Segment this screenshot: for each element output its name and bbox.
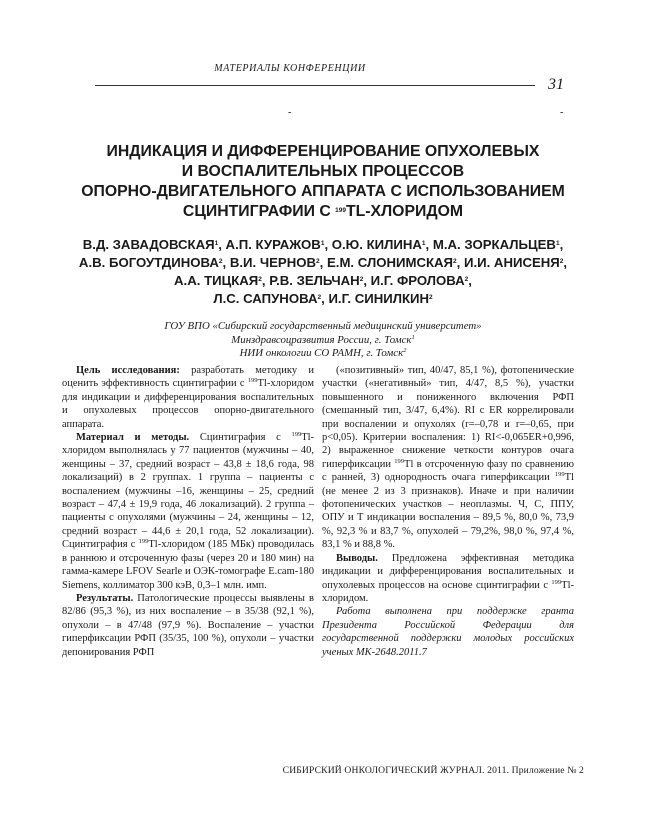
- paragraph-text: Tl-хлоридом выполнялась у 77 пациентов (мужчины – 40, женщины – 37, средний возраст – 43,8 ± 18,6 года, 98 локализаций) в 2 группах. 1 группа – пациенты с воспалением (мужчины –16, женщины – 25, средний возраст – 47,4 ± 19,9 года, 46 локализаций). 2 группа – пациенты с опухолями (мужчины – 24, женщины – 12, средний возраст – 44,6 ± 20,1 года, 52 локализации). Сцинтиграфия с: [62, 432, 315, 551]
- paragraph: [62, 592, 314, 659]
- paragraph-text: Tl-хлоридом.: [322, 579, 574, 604]
- paragraph: [62, 431, 314, 592]
- section-label: Выводы.: [336, 552, 378, 564]
- affiliation-line: [60, 334, 586, 348]
- paragraph: [322, 605, 574, 659]
- running-header: МАТЕРИАЛЫ КОНФЕРЕНЦИИ: [214, 63, 366, 74]
- author-name: И.И. АНИСЕНЯ: [463, 255, 560, 270]
- paragraph-text: Tl-хлоридом (185 МБк) проводилась в раннюю и отсроченную фазы (через 20 и 180 мин) на гамма-камере LFOV Searle и ОЭК-томографе E.cam-180 Siemens, коллиматор 300 кэВ, 0,3–1 млн. имп.: [62, 539, 314, 591]
- author-affiliation-mark: 2: [258, 276, 262, 283]
- title-line: ИНДИКАЦИЯ И ДИФФЕРЕНЦИРОВАНИЕ ОПУХОЛЕВЫХ: [106, 143, 540, 160]
- page-number: 31: [548, 76, 564, 93]
- isotope-superscript: 199: [551, 578, 562, 586]
- header-dash-right: -: [560, 107, 564, 118]
- section-label: Результаты.: [76, 592, 134, 604]
- isotope-superscript: 199: [247, 377, 258, 385]
- affiliation-mark: 2: [403, 347, 407, 354]
- author-name: М.А. ЗОРКАЛЬЦЕВ: [432, 237, 556, 252]
- author-name: Л.С. САПУНОВА: [213, 291, 318, 306]
- title-line: И ВОСПАЛИТЕЛЬНЫХ ПРОЦЕССОВ: [181, 163, 465, 180]
- text-column-right: [322, 364, 574, 659]
- author-name: О.Ю. КИЛИНА: [331, 237, 422, 252]
- header-dash-left: -: [288, 107, 292, 118]
- paragraph-text: («позитивный» тип, 40/47, 85,1 %), фотопенические участки («негативный» тип, 4/47, 8,5 %), участки повышенного и пониженного включения РФП (смешанный тип, 3/47, 6,4%). RI с ER коррелировали при воспалении и опухолях (r=–0,78 и r=–0,65, при р<0,05). Критерии воспаления: 1) RI<-0,065ER+0,996, 2) выраженное снижение четкости контуров очага гиперфиксации: [322, 365, 574, 470]
- author-affiliation-mark: 2: [359, 276, 364, 283]
- author-affiliation-mark: 2: [317, 294, 322, 301]
- title-isotope: 199: [335, 207, 346, 214]
- paragraph-text: Tl в отсроченную фазу по сравнению с ранней, 3) однородность очага гиперфиксации: [322, 458, 574, 484]
- paragraph-text: разработать методику и оценить эффективность сцинтиграфии с: [62, 365, 314, 390]
- author-affiliation-mark: 1: [320, 240, 325, 247]
- author-affiliation-mark: 1: [555, 240, 560, 247]
- affiliation-text: НИИ онкологии СО РАМН, г. Томск: [239, 347, 404, 359]
- title-line: [40, 202, 606, 222]
- author-line: А.А. ТИЦКАЯ$^2$, Р.В. ЗЕЛЬЧАН$^2$, И.Г. ФРОЛОВА$^2$,: [174, 273, 472, 288]
- paragraph-text: Предложена эффективная методика индикации и дифференцирования воспалительных и опухолевых процессов на основе сцинтиграфии с: [322, 552, 574, 591]
- author-line: А.В. БОГОУТДИНОВА$^2$, В.И. ЧЕРНОВ$^2$, Е.М. СЛОНИМСКАЯ$^2$, И.И. АНИСЕНЯ$^2$,: [78, 255, 568, 270]
- paragraph: [322, 552, 574, 606]
- header-rule: [95, 85, 535, 86]
- paragraph-text: Работа выполнена при поддержке гранта Президента Российской Федерации для государственной поддержки молодых российских ученых МК-2648.2011.7: [322, 606, 574, 658]
- affiliation-mark: 1: [411, 333, 415, 341]
- affiliation-line: [60, 347, 586, 361]
- author-list: [40, 236, 606, 308]
- isotope-superscript: 199: [554, 471, 565, 479]
- paragraph: [322, 364, 574, 552]
- author-line: Л.С. САПУНОВА$^2$, И.Г. СИНИЛКИН$^2$: [213, 291, 433, 306]
- author-affiliation-mark: 2: [218, 258, 223, 265]
- author-affiliation-mark: 1: [421, 240, 426, 247]
- author-affiliation-mark: 2: [316, 258, 320, 265]
- author-name: А.П. КУРАЖОВ: [225, 237, 321, 252]
- affiliations: [60, 320, 586, 361]
- article-title: [40, 142, 606, 222]
- author-name: В.И. ЧЕРНОВ: [229, 255, 317, 270]
- paragraph-text: Tl (не менее 2 из 3 признаков). Иначе и при наличии фотопенических участков – неоплазмы. Ч, С, ППУ, ОПУ и Т индикации воспаления – 89,5 %, 80,0 %, 73,9 %, 92,3 % и 83,7 %, опухолей – 79,2%, 98,0 %, 97,4 %, 83,1 % и 88,8 %.: [322, 472, 574, 551]
- author-name: Р.В. ЗЕЛЬЧАН: [269, 273, 360, 288]
- author-affiliation-mark: 2: [453, 258, 457, 265]
- text-column-left: [62, 364, 314, 659]
- author-name: И.Г. ФРОЛОВА: [370, 273, 465, 288]
- author-affiliation-mark: 2: [429, 294, 433, 301]
- title-line-start: СЦИНТИГРАФИИ С: [182, 203, 336, 220]
- author-affiliation-mark: 2: [559, 258, 564, 265]
- author-name: В.Д. ЗАВАДОВСКАЯ: [82, 237, 215, 252]
- title-line-end: TL-ХЛОРИДОМ: [346, 203, 464, 220]
- affiliation-text: ГОУ ВПО «Сибирский государственный медицинский университет»: [164, 320, 482, 332]
- journal-footer: СИБИРСКИЙ ОНКОЛОГИЧЕСКИЙ ЖУРНАЛ. 2011. Приложение № 2: [282, 765, 584, 776]
- section-label: Материал и методы.: [76, 432, 190, 444]
- isotope-superscript: 199: [394, 457, 405, 465]
- author-name: И.Г. СИНИЛКИН: [328, 291, 430, 306]
- isotope-superscript: 199: [138, 538, 149, 546]
- author-affiliation-mark: 2: [464, 276, 469, 283]
- affiliation-text: Минздравсоцразвития России, г. Томск: [231, 333, 412, 346]
- author-name: А.А. ТИЦКАЯ: [174, 273, 259, 288]
- section-label: Цель исследования:: [76, 365, 180, 376]
- author-name: Е.М. СЛОНИМСКАЯ: [326, 255, 454, 270]
- paragraph: [62, 364, 314, 431]
- isotope-superscript: 199: [291, 431, 302, 439]
- paragraph-text: Tl-хлоридом для индикации и дифференцирования воспалительных и опухолевых процессов опорно-двигательного аппарата.: [62, 378, 314, 430]
- paragraph-text: Патологические процессы выявлены в 82/86 (95,3 %), из них воспаление – в 35/38 (92,1 %), опухоли – в 47/48 (97,9 %). Воспаление – участки гиперфиксации РФП (35/35, 100 %), опухоли – участки депонирования РФП: [62, 592, 314, 658]
- author-line: В.Д. ЗАВАДОВСКАЯ$^1$, А.П. КУРАЖОВ$^1$, О.Ю. КИЛИНА$^1$, М.А. ЗОРКАЛЬЦЕВ$^1$,: [82, 237, 564, 252]
- paragraph-text: Сцинтиграфия с: [189, 432, 292, 444]
- title-line: ОПОРНО-ДВИГАТЕЛЬНОГО АППАРАТА С ИСПОЛЬЗОВАНИЕМ: [81, 183, 565, 200]
- author-name: А.В. БОГОУТДИНОВА: [78, 255, 219, 270]
- affiliation-line: [60, 320, 586, 334]
- author-affiliation-mark: 1: [214, 240, 219, 247]
